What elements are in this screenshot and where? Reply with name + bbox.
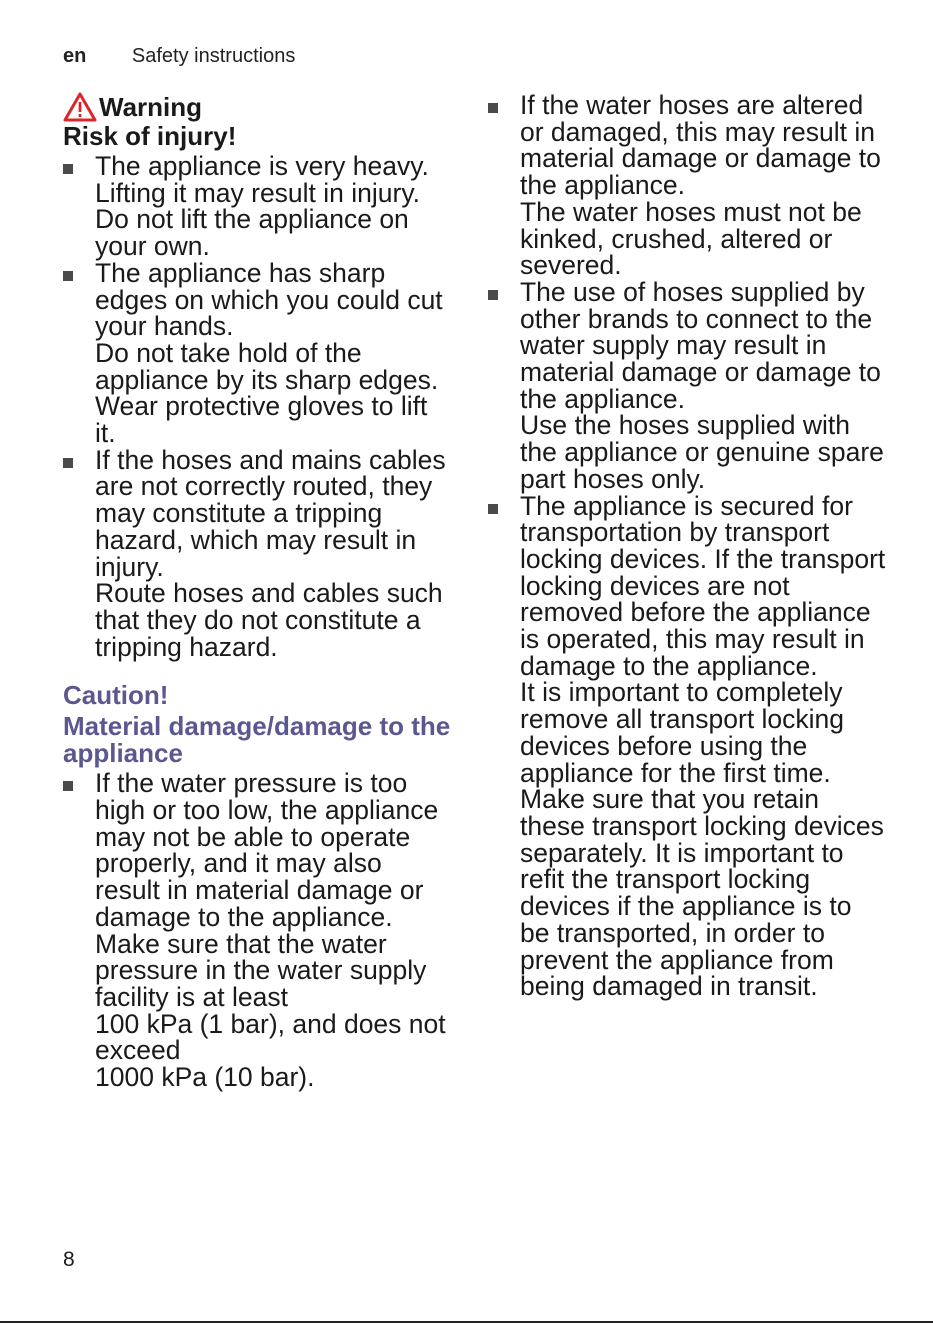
- item-text: Make sure that the water pressure in the water supply facility is at least: [95, 928, 427, 1012]
- right-list: [488, 92, 888, 1000]
- list-item: [63, 768, 453, 1093]
- warning-triangle-icon: [63, 92, 97, 122]
- language-code: en: [63, 45, 87, 67]
- warning-subtitle: Risk of injury!: [63, 121, 237, 151]
- warning-heading: [63, 92, 453, 122]
- list-item: [488, 276, 888, 494]
- item-text: Route hoses and cables such that they do not constitute a tripping hazard.: [95, 578, 443, 662]
- list-item: [63, 444, 453, 662]
- warning-list: [63, 153, 453, 660]
- item-text: 1000 kPa (10 bar).: [95, 1062, 315, 1093]
- caution-subtitle: Material damage/damage to the appliance: [63, 711, 451, 769]
- item-text: If the water pressure is too high or too low, the appliance may not be able to operate properly, and it may also result in material damage or damage to the appliance.: [95, 768, 439, 932]
- list-item: [488, 490, 888, 1002]
- item-text: Do not take hold of the appliance by its sharp edges. Wear protective gloves to lift it.: [95, 337, 439, 449]
- caution-title: Caution!: [63, 680, 169, 711]
- bottom-rule: [0, 1321, 933, 1323]
- list-item: [63, 257, 453, 449]
- left-column: [63, 92, 453, 1091]
- item-text: If the water hoses are altered or damaged, this may result in material damage or damage to the appliance.: [520, 90, 881, 201]
- item-text: The appliance is very heavy. Lifting it may result in injury. Do not lift the appliance on your own.: [95, 151, 429, 262]
- item-text: The appliance is secured for transportation by transport locking devices. If the transport locking devices are not removed before the appliance is operated, this may result in damage to the appliance.: [520, 490, 886, 681]
- list-item: [63, 153, 453, 260]
- section-title: Safety instructions: [131, 45, 296, 67]
- item-text: The use of hoses supplied by other brands to connect to the water supply may result in material damage or damage to the appliance.: [520, 276, 881, 414]
- warning-title: Warning: [99, 92, 203, 122]
- item-text: It is important to completely remove all transport locking devices before using the appliance for the first time. Make sure that you retain these transport locking devices separately. It is important to refit the transport locking devices if the appliance is to be transported, in order to prevent the appliance from being damaged in transit.: [520, 677, 884, 1002]
- caution-list: [63, 768, 453, 1093]
- item-text: 100 kPa (1 bar), and does not exceed: [95, 1008, 446, 1066]
- list-item: [488, 92, 888, 279]
- item-text: Use the hoses supplied with the appliance or genuine spare part hoses only.: [520, 410, 884, 494]
- page-header: [63, 45, 295, 68]
- page-number: 8: [63, 1248, 75, 1271]
- item-text: The water hoses must not be kinked, crushed, altered or severed.: [520, 196, 862, 281]
- item-text: If the hoses and mains cables are not correctly routed, they may constitute a tripping hazard, which may result in injury.: [95, 444, 446, 582]
- item-text: The appliance has sharp edges on which you could cut your hands.: [95, 257, 443, 342]
- right-column: [488, 92, 888, 1000]
